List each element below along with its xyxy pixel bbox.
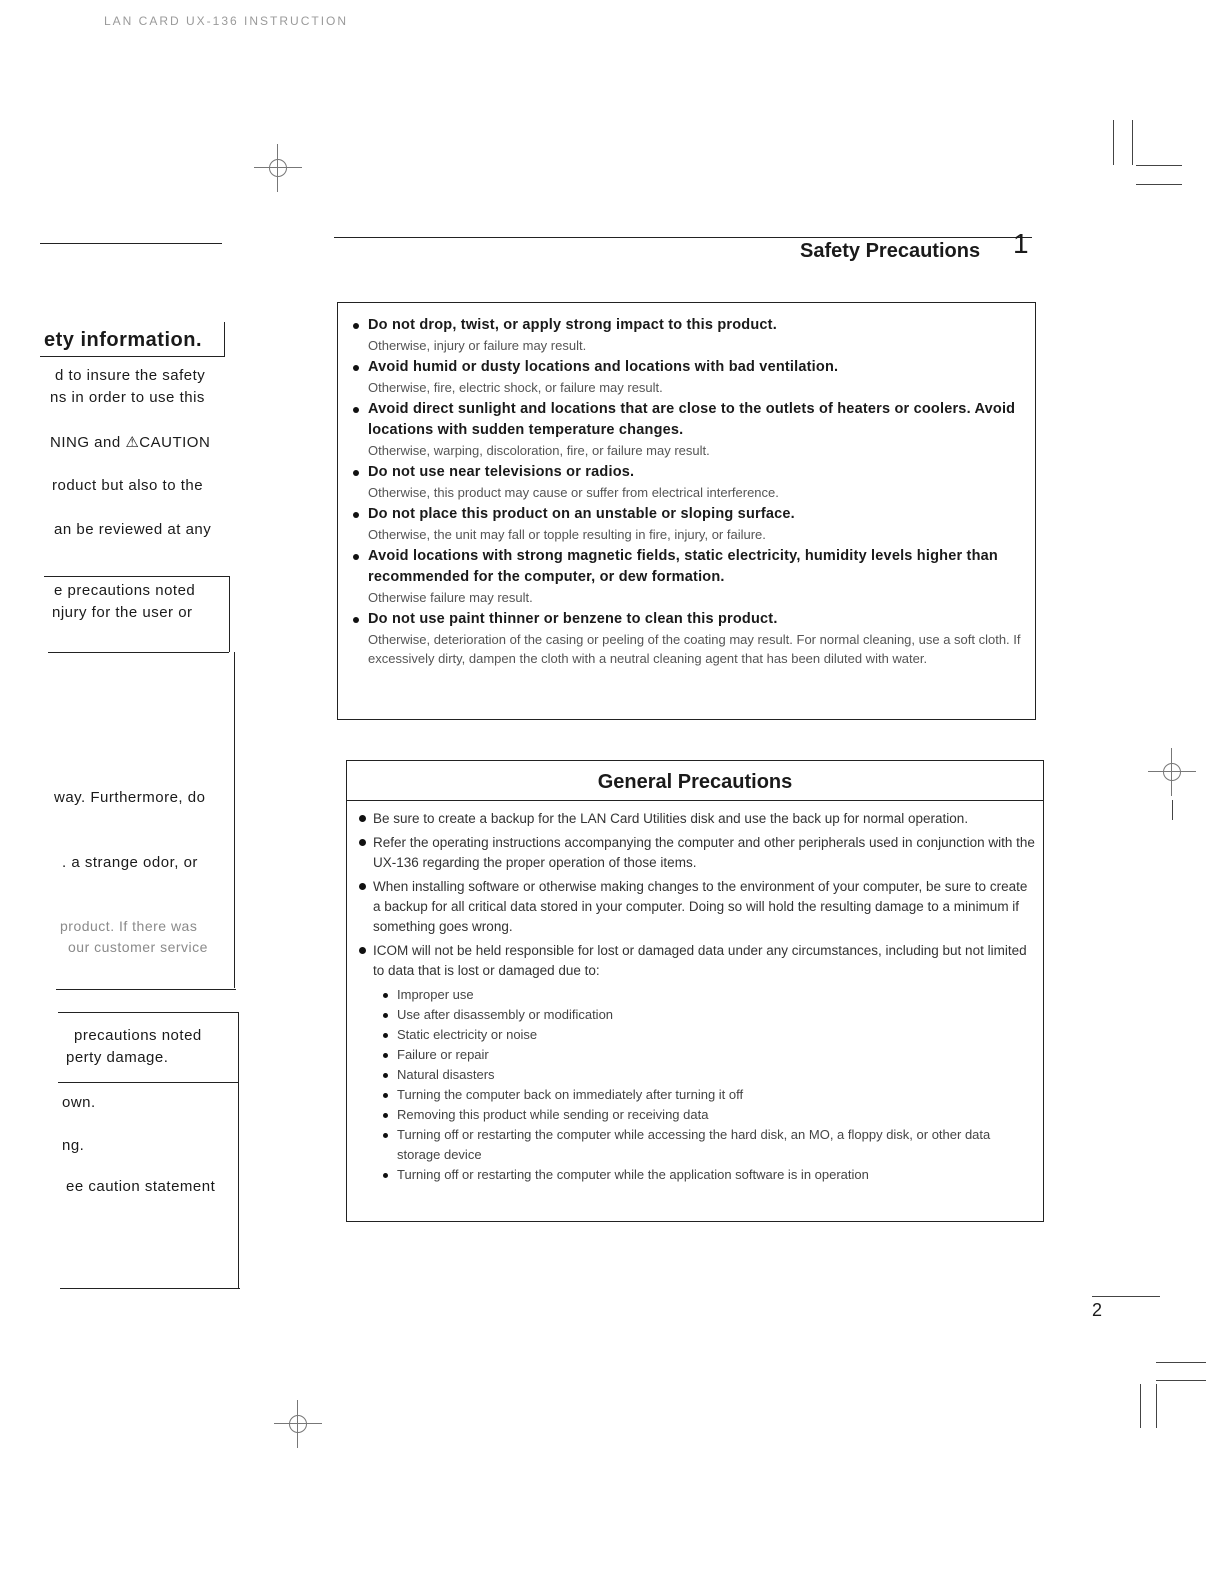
list-item: Turning off or restarting the computer while accessing the hard disk, an MO, a floppy disk, or other data storage device — [383, 1125, 1035, 1165]
crop-mark — [1136, 184, 1182, 185]
precaution-heading: Do not use paint thinner or benzene to clean this product. — [368, 611, 778, 627]
list-item: Improper use — [383, 985, 1035, 1005]
left-section-title: ety information. — [44, 329, 203, 351]
crop-mark — [1092, 1296, 1160, 1297]
left-text-line: ee caution statement — [66, 1178, 216, 1195]
general-precautions-title: General Precautions — [347, 761, 1043, 801]
left-box-rule — [60, 1288, 240, 1289]
header-rule-left — [40, 243, 222, 244]
left-text-line: . a strange odor, or — [62, 854, 198, 871]
left-text-line: roduct but also to the — [52, 477, 204, 494]
precaution-detail: Otherwise, deterioration of the casing or peeling of the coating may result. For normal cleaning, use a soft cloth. If excessively dirty, dampen the cloth with a neutral cleaning agent that has been diluted with water. — [368, 632, 1021, 666]
data-loss-causes-list — [355, 985, 1035, 1185]
left-box-edge — [234, 652, 235, 988]
crop-mark — [1132, 120, 1133, 165]
crop-mark — [1156, 1380, 1206, 1381]
precaution-detail: Otherwise, warping, discoloration, fire, or failure may result. — [368, 443, 710, 458]
registration-mark-icon — [254, 144, 302, 192]
left-text-line: njury for the user or — [52, 604, 193, 621]
precaution-detail: Otherwise, this product may cause or suffer from electrical interference. — [368, 485, 779, 500]
chapter-number: 1 — [1013, 228, 1029, 259]
crop-mark — [1156, 1384, 1157, 1428]
left-box-rule — [44, 576, 229, 577]
list-item: Turning the computer back on immediately after turning it off — [383, 1085, 1035, 1105]
list-item: Use after disassembly or modification — [383, 1005, 1035, 1025]
precaution-item — [348, 546, 1025, 607]
left-box-edge — [238, 1012, 239, 1288]
crop-mark — [1136, 165, 1182, 166]
precaution-item — [348, 462, 1025, 502]
crop-mark — [1113, 120, 1114, 165]
registration-mark-icon — [274, 1400, 322, 1448]
general-item: ICOM will not be held responsible for lost or damaged data under any circumstances, including but not limited to data that is lost or damaged due to: — [355, 941, 1035, 981]
page-number: 2 — [1092, 1300, 1103, 1320]
crop-mark — [1156, 1362, 1206, 1363]
left-text-line: ns in order to use this — [50, 389, 205, 406]
page-title: Safety Precautions — [800, 240, 981, 262]
precaution-heading: Do not drop, twist, or apply strong impact to this product. — [368, 317, 777, 333]
faint-header-text: LAN CARD UX-136 INSTRUCTION — [104, 14, 349, 28]
precaution-item — [348, 609, 1025, 668]
safety-precautions-box — [337, 302, 1036, 720]
left-text-line: own. — [62, 1094, 96, 1111]
left-text-line: ng. — [62, 1137, 85, 1154]
precaution-heading: Do not use near televisions or radios. — [368, 464, 635, 480]
left-box-edge — [229, 576, 230, 652]
crop-mark — [1172, 800, 1173, 820]
general-item: When installing software or otherwise making changes to the environment of your computer, be sure to create a backup for all critical data stored in your computer. Doing so will hold the resulting damage to a minimum if something goes wrong. — [355, 877, 1035, 937]
list-item: Static electricity or noise — [383, 1025, 1035, 1045]
general-item: Refer the operating instructions accompanying the computer and other peripherals used in conjunction with the UX-136 regarding the proper operation of those items. — [355, 833, 1035, 873]
list-item: Failure or repair — [383, 1045, 1035, 1065]
precaution-detail: Otherwise, fire, electric shock, or failure may result. — [368, 380, 663, 395]
list-item: Natural disasters — [383, 1065, 1035, 1085]
precaution-item — [348, 315, 1025, 355]
precaution-detail: Otherwise failure may result. — [368, 590, 533, 605]
left-text-line: NING and ⚠CAUTION — [50, 434, 211, 451]
left-text-line: way. Furthermore, do — [54, 789, 206, 806]
left-text-line: d to insure the safety — [55, 367, 206, 384]
precaution-heading: Avoid humid or dusty locations and locations with bad ventilation. — [368, 359, 839, 375]
general-precautions-box — [346, 760, 1044, 1222]
precaution-detail: Otherwise, injury or failure may result. — [368, 338, 587, 353]
precaution-detail: Otherwise, the unit may fall or topple resulting in fire, injury, or failure. — [368, 527, 766, 542]
precaution-heading: Avoid locations with strong magnetic fields, static electricity, humidity levels higher than recommended for the computer, or dew formation. — [368, 548, 998, 585]
precaution-item — [348, 504, 1025, 544]
general-item: Be sure to create a backup for the LAN Card Utilities disk and use the back up for normal operation. — [355, 809, 1035, 829]
precaution-heading: Avoid direct sunlight and locations that are close to the outlets of heaters or coolers. Avoid locations with sudden temperature changes. — [368, 401, 1016, 438]
list-item: Turning off or restarting the computer while the application software is in operation — [383, 1165, 1035, 1185]
precaution-item — [348, 357, 1025, 397]
precaution-item — [348, 399, 1025, 460]
left-text-line: an be reviewed at any — [54, 521, 212, 538]
header-rule — [334, 237, 1032, 238]
left-text-line: perty damage. — [66, 1049, 169, 1066]
registration-mark-icon — [1148, 748, 1196, 796]
left-box-rule — [56, 989, 236, 990]
left-box-rule — [58, 1082, 238, 1083]
left-box-rule — [48, 652, 229, 653]
left-text-line: e precautions noted — [54, 582, 196, 599]
precaution-heading: Do not place this product on an unstable or sloping surface. — [368, 506, 795, 522]
left-text-line: our customer service — [68, 939, 208, 955]
left-text-line: precautions noted — [74, 1027, 202, 1044]
left-text-line: product. If there was — [60, 918, 198, 934]
left-box-rule — [58, 1012, 238, 1013]
crop-mark — [1140, 1384, 1141, 1428]
list-item: Removing this product while sending or receiving data — [383, 1105, 1035, 1125]
